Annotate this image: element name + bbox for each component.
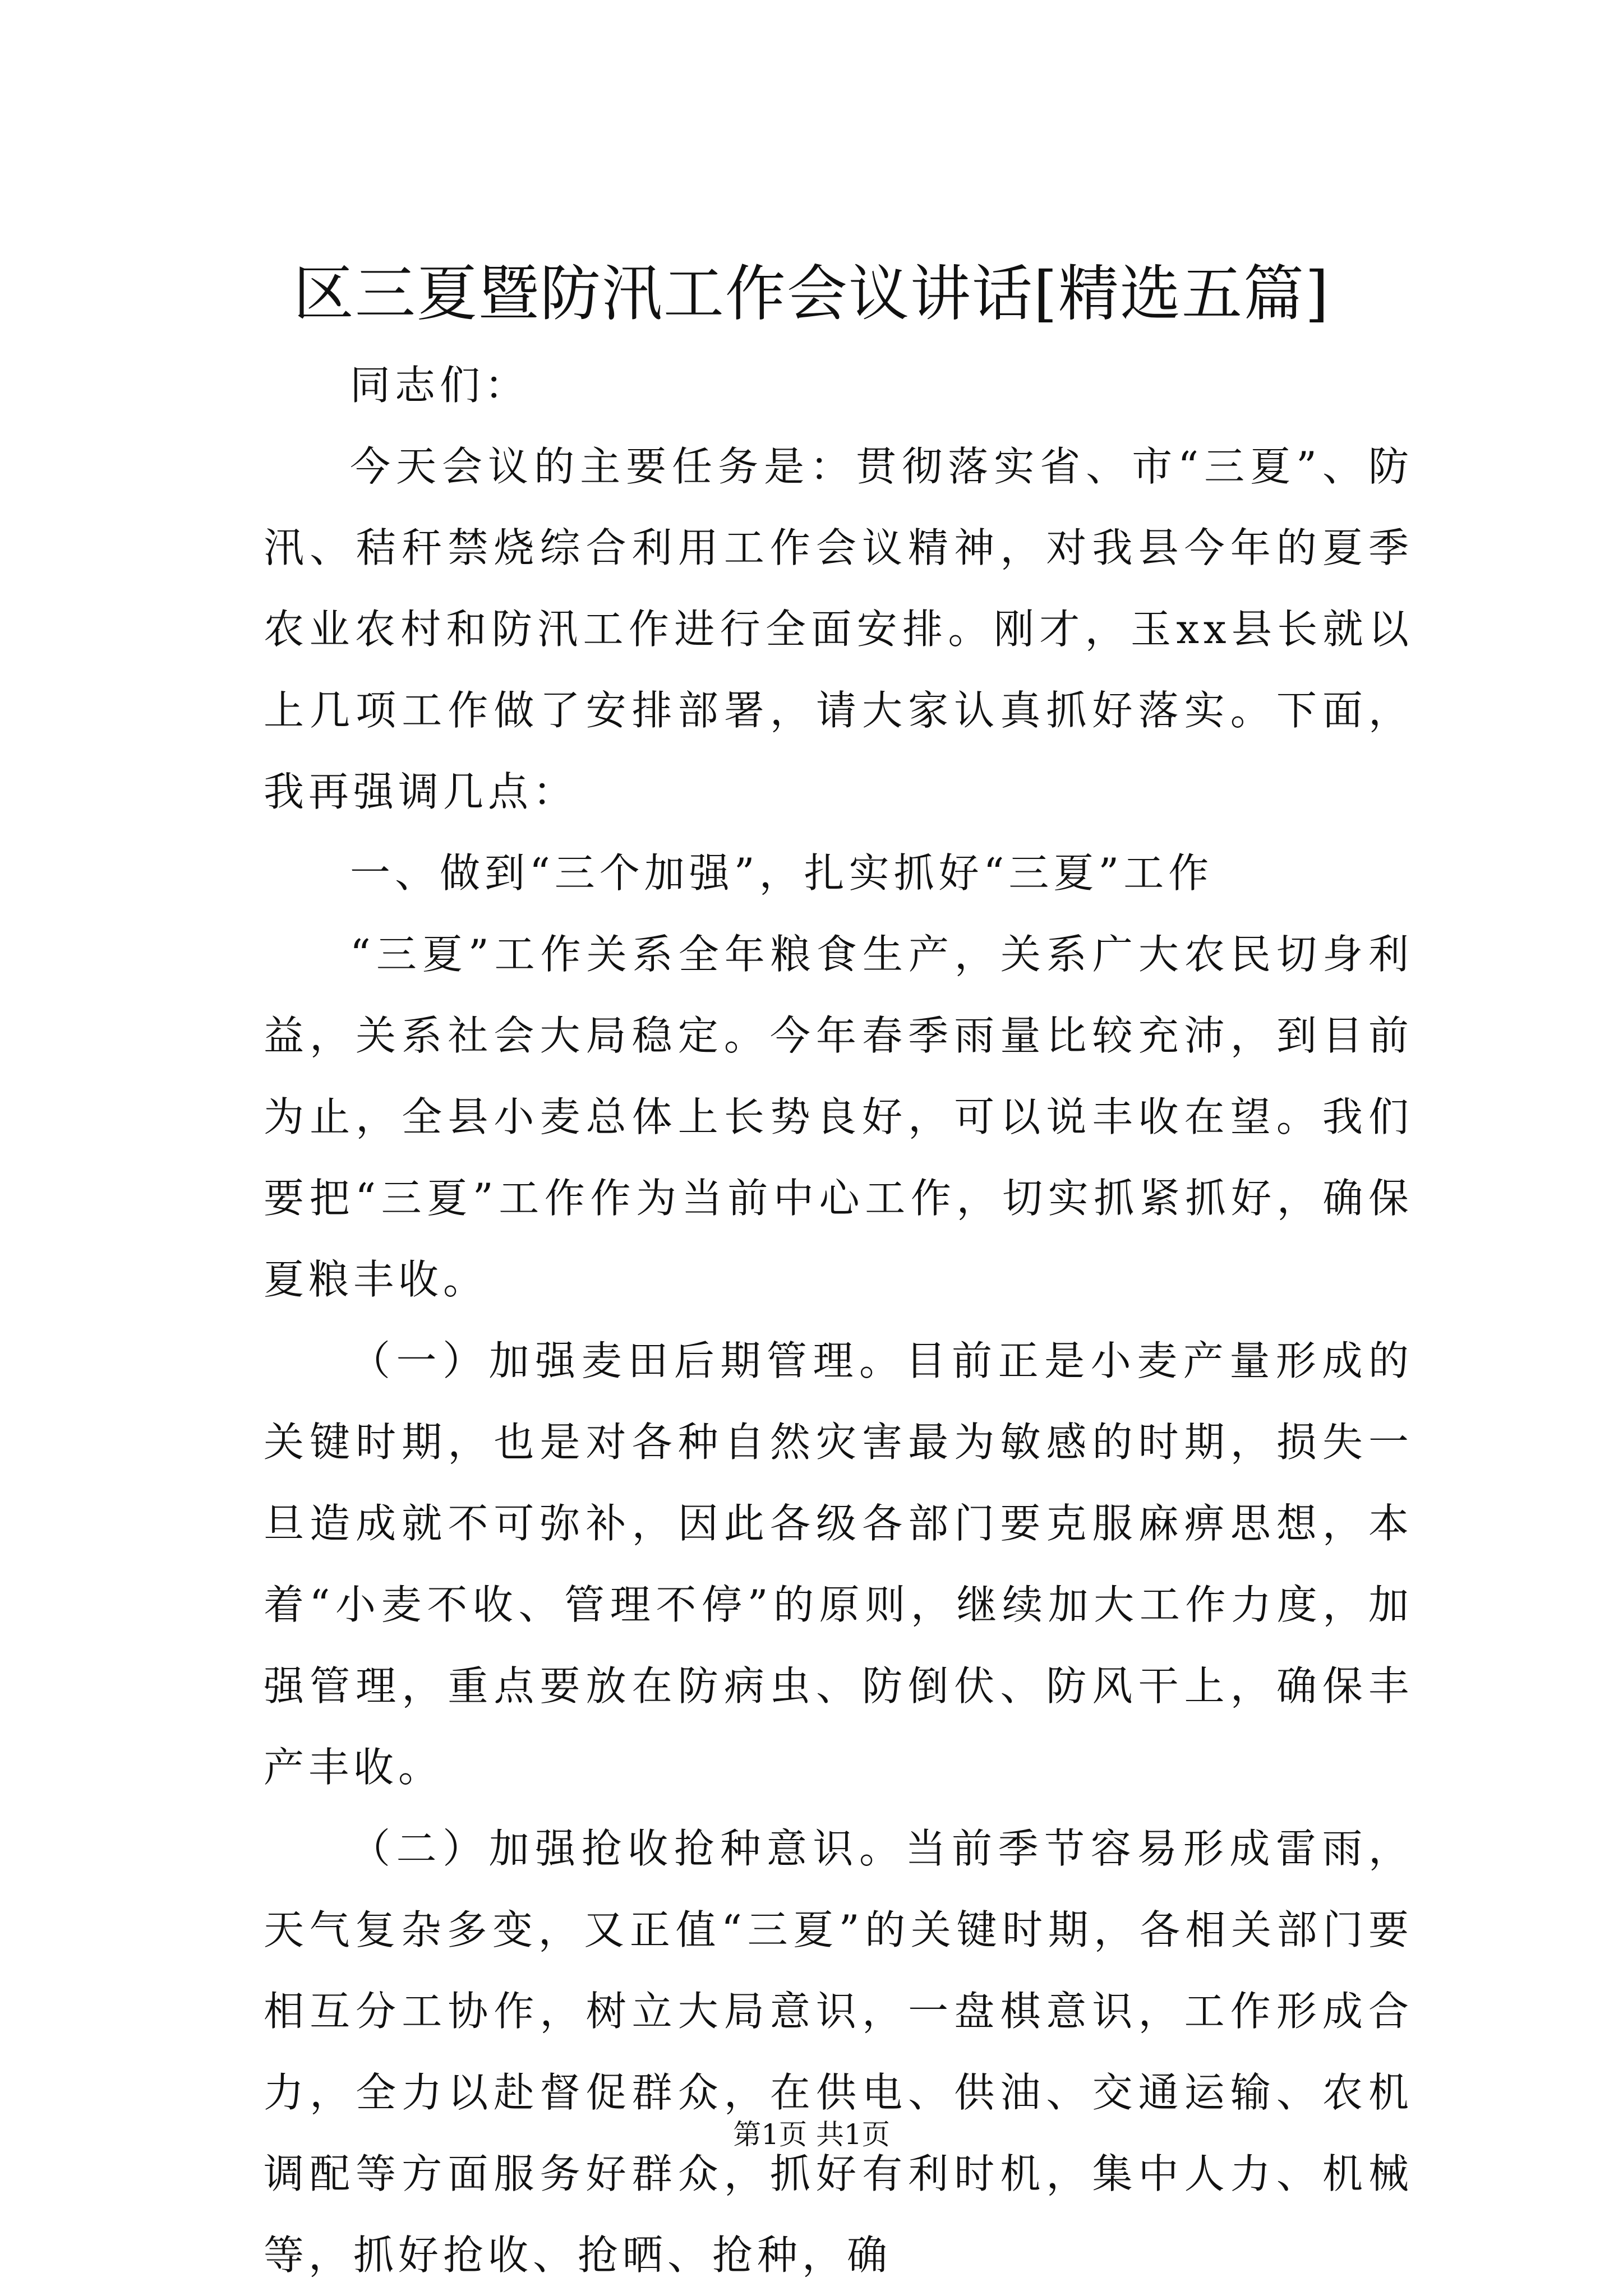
page-footer: 第1页 共1页 (733, 2118, 890, 2151)
document-title: 区三夏暨防汛工作会议讲话[精选五篇] (293, 259, 1330, 329)
paragraph-field-management: （一）加强麦田后期管理。目前正是小麦产量形成的关键时期，也是对各种自然灾害最为敏感的时期，损失一旦造成就不可弥补，因此各级各部门要克服麻痹思想，本着“小麦不收、管理不停”的原则，继续加大工作力度，加强管理，重点要放在防病虫、防倒伏、防风干上，确保丰产丰收。 (264, 1337, 1413, 1791)
paragraph-salutation: 同志们： (350, 362, 530, 409)
paragraph-meeting-task: 今天会议的主要任务是：贯彻落实省、市“三夏”、防汛、秸秆禁烧综合利用工作会议精神，对我县今年的夏季农业农村和防汛工作进行全面安排。刚才，玉xx县长就以上几项工作做了安排部署，请大家认真抓好落实。下面，我再强调几点： (264, 443, 1413, 815)
section-heading-one: 一、做到“三个加强”，扎实抓好“三夏”工作 (350, 849, 1214, 897)
paragraph-harvest-awareness: （二）加强抢收抢种意识。当前季节容易形成雷雨，天气复杂多变，又正值“三夏”的关键时期，各相关部门要相互分工协作，树立大局意识，一盘棋意识，工作形成合力，全力以赴督促群众，在供电、供油、交通运输、农机调配等方面服务好群众，抓好有利时机，集中人力、机械等，抓好抢收、抢晒、抢种，确 (264, 1825, 1413, 2279)
document-body (264, 345, 1413, 2296)
paragraph-sanxia-importance: “三夏”工作关系全年粮食生产，关系广大农民切身利益，关系社会大局稳定。今年春季雨量比较充沛，到目前为止，全县小麦总体上长势良好，可以说丰收在望。我们要把“三夏”工作作为当前中心工作，切实抓紧抓好，确保夏粮丰收。 (264, 931, 1413, 1303)
